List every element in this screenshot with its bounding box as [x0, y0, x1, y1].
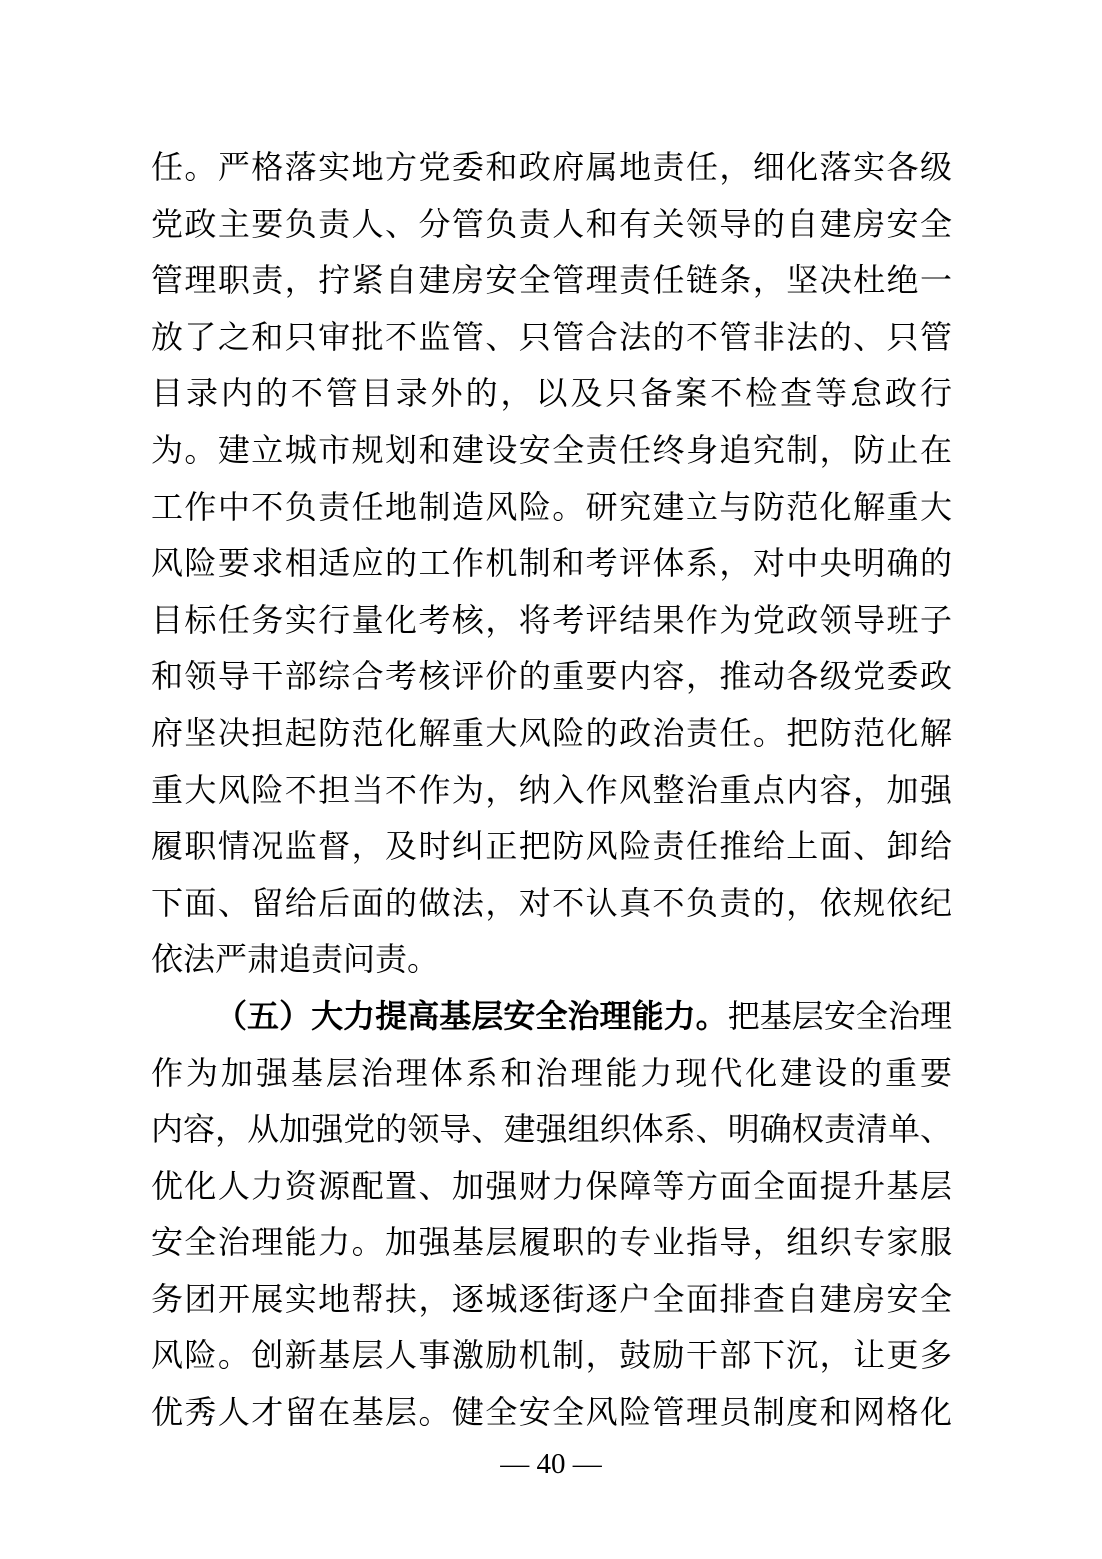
text-line: 内容，从加强党的领导、建强组织体系、明确权责清单、 — [151, 1111, 952, 1148]
text-line: 任。严格落实地方党委和政府属地责任，细化落实各级 — [151, 149, 952, 185]
text-line: 目录内的不管目录外的，以及只备案不检查等怠政行 — [151, 375, 952, 412]
text-line: 为。建立城市规划和建设安全责任终身追究制，防止在 — [151, 431, 952, 468]
text-line: 和领导干部综合考核评价的重要内容，推动各级党委政 — [151, 658, 952, 695]
text-line: 风险要求相适应的工作机制和考评体系，对中央明确的 — [151, 545, 952, 582]
text-line: 风险。创新基层人事激励机制，鼓励干部下沉，让更多 — [151, 1337, 952, 1374]
text-line: 工作中不负责任地制造风险。研究建立与防范化解重大 — [151, 488, 952, 525]
text-line: 下面、留给后面的做法，对不认真不负责的，依规依纪 — [151, 884, 952, 921]
text-line: 依法严肃追责问责。 — [151, 941, 440, 978]
page-footer — [0, 1444, 1102, 1484]
text-line: 安全治理能力。加强基层履职的专业指导，组织专家服 — [151, 1224, 952, 1261]
text-line: 优化人力资源配置、加强财力保障等方面全面提升基层 — [151, 1167, 952, 1204]
text-line: 管理职责，拧紧自建房安全管理责任链条，坚决杜绝一 — [151, 262, 952, 299]
body-text — [151, 139, 952, 1441]
text-line: 放了之和只审批不监管、只管合法的不管非法的、只管 — [151, 318, 952, 355]
text-line-segment: 把基层安全治理 — [727, 997, 952, 1034]
text-line: 务团开展实地帮扶，逐城逐街逐户全面排查自建房安全 — [151, 1280, 952, 1317]
paragraph-heading-bold: （五）大力提高基层安全治理能力。 — [215, 997, 728, 1034]
text-line: 府坚决担起防范化解重大风险的政治责任。把防范化解 — [151, 714, 952, 751]
text-line: 优秀人才留在基层。健全安全风险管理员制度和网格化 — [151, 1394, 952, 1431]
text-line: 作为加强基层治理体系和治理能力现代化建设的重要 — [151, 1054, 952, 1091]
text-line — [151, 988, 952, 1045]
page-number: — 40 — — [500, 1448, 602, 1480]
text-line: 重大风险不担当不作为，纳入作风整治重点内容，加强 — [151, 771, 952, 808]
text-line: 党政主要负责人、分管负责人和有关领导的自建房安全 — [151, 205, 952, 242]
text-line: 履职情况监督，及时纠正把防风险责任推给上面、卸给 — [151, 828, 952, 865]
text-line: 目标任务实行量化考核，将考评结果作为党政领导班子 — [151, 601, 952, 638]
